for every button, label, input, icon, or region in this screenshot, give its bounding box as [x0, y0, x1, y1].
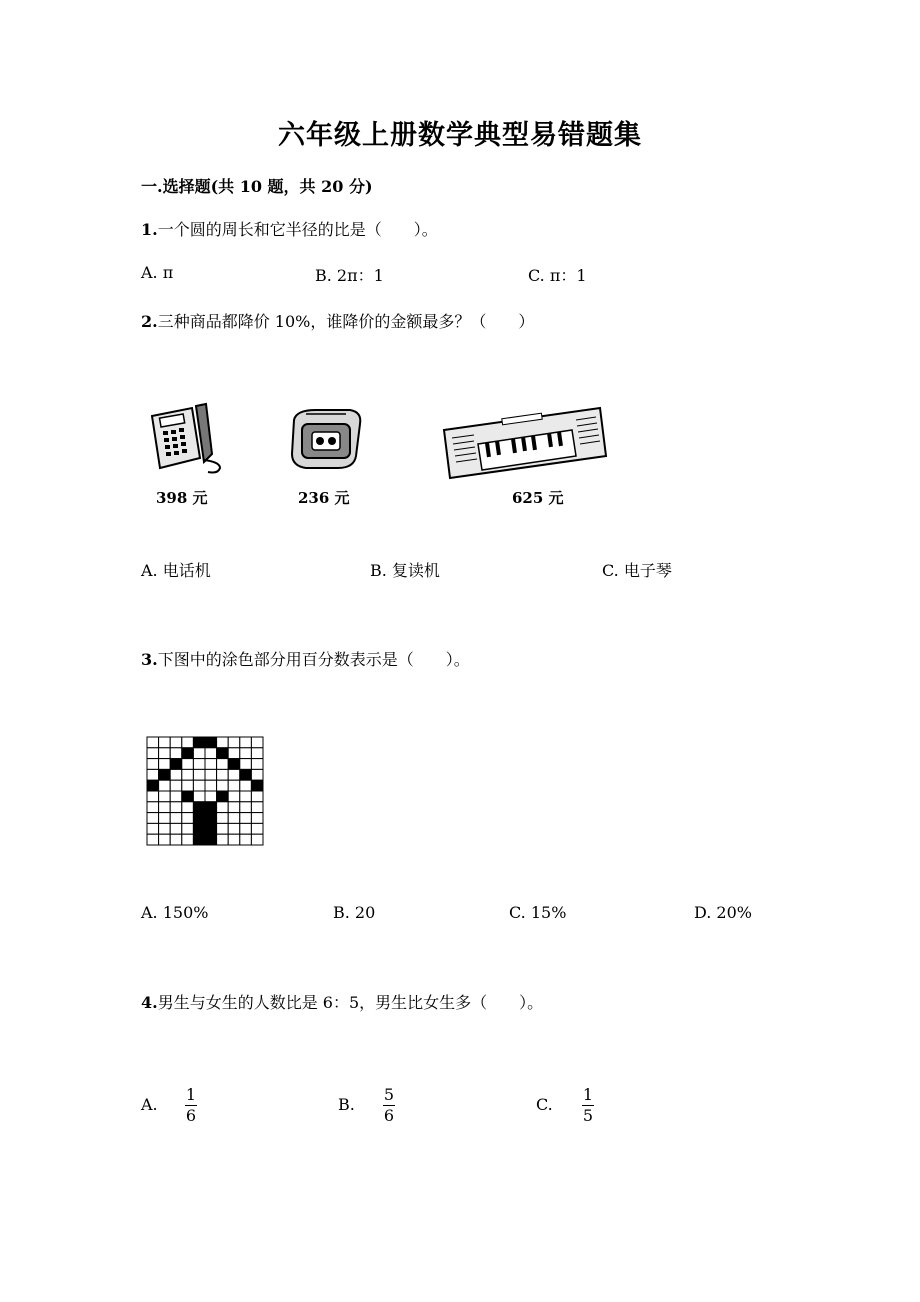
- grid-cell-shaded: [193, 813, 205, 824]
- keyboard-price: 625 元: [512, 489, 564, 507]
- grid-cell-shaded: [193, 737, 205, 748]
- question-4-option-a-label[interactable]: A.: [141, 1095, 158, 1114]
- grid-cell: [251, 791, 263, 802]
- question-3-option-b[interactable]: B. 20: [333, 903, 376, 922]
- grid-cell: [182, 813, 194, 824]
- question-4-text: 男生与女生的人数比是 6：5，男生比女生多（ ）。: [157, 993, 544, 1012]
- grid-cell: [159, 748, 171, 759]
- grid-cell: [228, 748, 240, 759]
- grid-cell: [193, 748, 205, 759]
- grid-cell: [159, 791, 171, 802]
- grid-cell: [147, 823, 159, 834]
- grid-cell-shaded: [193, 802, 205, 813]
- grid-cell-shaded: [193, 823, 205, 834]
- grid-cell: [228, 813, 240, 824]
- grid-cell: [217, 823, 229, 834]
- fraction-denominator: 5: [582, 1106, 594, 1125]
- grid-cell: [159, 759, 171, 770]
- grid-cell: [147, 802, 159, 813]
- fraction-numerator: 1: [185, 1085, 197, 1104]
- question-2-option-b[interactable]: B. 复读机: [370, 561, 440, 580]
- question-4: [141, 990, 543, 1013]
- grid-cell-shaded: [251, 780, 263, 791]
- grid-cell: [228, 791, 240, 802]
- section-heading: 一.选择题(共 10 题，共 20 分): [141, 177, 373, 196]
- telephone-price: 398 元: [156, 489, 208, 507]
- grid-cell-shaded: [170, 759, 182, 770]
- grid-cell: [193, 791, 205, 802]
- grid-cell: [147, 834, 159, 845]
- grid-cell: [159, 823, 171, 834]
- grid-cell: [182, 737, 194, 748]
- grid-cell: [240, 780, 252, 791]
- grid-cell: [217, 737, 229, 748]
- grid-cell: [251, 834, 263, 845]
- grid-cell: [170, 737, 182, 748]
- grid-cell-shaded: [193, 834, 205, 845]
- question-2-option-a[interactable]: A. 电话机: [141, 561, 211, 580]
- question-4-option-a-fraction[interactable]: [185, 1085, 197, 1125]
- question-1: [141, 217, 438, 240]
- grid-cell: [251, 823, 263, 834]
- grid-cell: [182, 759, 194, 770]
- grid-cell: [170, 769, 182, 780]
- fraction-denominator: 6: [383, 1106, 395, 1125]
- grid-cell: [251, 769, 263, 780]
- fraction-numerator: 1: [582, 1085, 594, 1104]
- question-2-number: 2.: [141, 312, 158, 331]
- grid-cell: [240, 802, 252, 813]
- grid-cell: [240, 748, 252, 759]
- grid-cell: [240, 791, 252, 802]
- grid-cell: [240, 834, 252, 845]
- grid-cell: [205, 791, 217, 802]
- grid-cell: [240, 759, 252, 770]
- grid-cell: [159, 780, 171, 791]
- grid-cell: [228, 737, 240, 748]
- grid-cell: [182, 823, 194, 834]
- question-1-option-b[interactable]: B. 2π：1: [315, 266, 384, 285]
- question-3-option-d[interactable]: D. 20%: [694, 903, 752, 922]
- question-3-number: 3.: [141, 650, 158, 669]
- grid-cell-shaded: [240, 769, 252, 780]
- grid-cell: [217, 802, 229, 813]
- grid-cell: [147, 748, 159, 759]
- grid-cell: [159, 802, 171, 813]
- grid-cell: [217, 813, 229, 824]
- grid-cell: [251, 759, 263, 770]
- telephone-icon: [146, 402, 226, 476]
- grid-cell: [228, 802, 240, 813]
- grid-cell: [159, 813, 171, 824]
- grid-cell: [251, 802, 263, 813]
- grid-cell: [170, 802, 182, 813]
- grid-cell: [217, 780, 229, 791]
- question-3-text: 下图中的涂色部分用百分数表示是（ ）。: [157, 650, 470, 669]
- tape-recorder-icon: [286, 406, 366, 472]
- grid-cell: [228, 769, 240, 780]
- grid-cell: [182, 802, 194, 813]
- grid-cell: [228, 780, 240, 791]
- grid-cell: [182, 780, 194, 791]
- grid-cell-shaded: [182, 791, 194, 802]
- grid-cell-shaded: [217, 791, 229, 802]
- grid-cell-shaded: [182, 748, 194, 759]
- grid-cell: [147, 769, 159, 780]
- question-4-number: 4.: [141, 993, 158, 1012]
- fraction-numerator: 5: [383, 1085, 395, 1104]
- grid-cell-shaded: [147, 780, 159, 791]
- grid-cell: [240, 823, 252, 834]
- grid-cell: [251, 813, 263, 824]
- question-2-text: 三种商品都降价 10%，谁降价的金额最多？（ ）: [157, 312, 535, 331]
- grid-cell: [205, 759, 217, 770]
- grid-cell: [228, 834, 240, 845]
- question-3: [141, 647, 470, 670]
- question-1-number: 1.: [141, 220, 158, 239]
- grid-cell: [170, 834, 182, 845]
- grid-cell: [217, 834, 229, 845]
- grid-cell-shaded: [159, 769, 171, 780]
- question-1-text: 一个圆的周长和它半径的比是（ ）。: [157, 220, 438, 239]
- grid-cell: [170, 813, 182, 824]
- grid-cell: [217, 759, 229, 770]
- question-1-option-a[interactable]: A. π: [141, 263, 174, 282]
- question-2-option-c[interactable]: C. 电子琴: [602, 561, 672, 580]
- grid-cell: [147, 737, 159, 748]
- grid-cell: [193, 769, 205, 780]
- grid-cell: [193, 780, 205, 791]
- question-1-option-c[interactable]: C. π：1: [528, 266, 587, 285]
- shaded-grid-figure: [146, 736, 264, 846]
- question-4-option-b-label[interactable]: B.: [338, 1095, 355, 1114]
- grid-cell-shaded: [205, 813, 217, 824]
- grid-cell: [147, 759, 159, 770]
- grid-cell-shaded: [228, 759, 240, 770]
- grid-cell: [170, 791, 182, 802]
- keyboard-icon: [442, 406, 608, 480]
- tape-recorder-price: 236 元: [298, 489, 350, 507]
- fraction-denominator: 6: [185, 1106, 197, 1125]
- grid-cell: [217, 769, 229, 780]
- grid-cell-shaded: [205, 834, 217, 845]
- grid-cell: [147, 791, 159, 802]
- grid-cell: [182, 834, 194, 845]
- question-4-option-c-label[interactable]: C.: [536, 1095, 553, 1114]
- question-2: [141, 309, 534, 332]
- page-title: 六年级上册数学典型易错题集: [278, 120, 642, 151]
- grid-cell: [240, 813, 252, 824]
- grid-cell-shaded: [217, 748, 229, 759]
- grid-cell: [251, 737, 263, 748]
- grid-cell-shaded: [205, 737, 217, 748]
- grid-cell: [193, 759, 205, 770]
- question-3-option-a[interactable]: A. 150%: [141, 903, 209, 922]
- grid-cell: [159, 737, 171, 748]
- question-4-option-b-fraction[interactable]: [383, 1085, 395, 1125]
- grid-cell: [182, 769, 194, 780]
- grid-cell-shaded: [205, 802, 217, 813]
- question-4-option-c-fraction[interactable]: [582, 1085, 594, 1125]
- grid-cell: [170, 748, 182, 759]
- grid-cell: [205, 769, 217, 780]
- grid-cell: [251, 748, 263, 759]
- grid-cell-shaded: [205, 823, 217, 834]
- grid-cell: [205, 748, 217, 759]
- grid-cell: [240, 737, 252, 748]
- question-3-option-c[interactable]: C. 15%: [509, 903, 567, 922]
- grid-cell: [170, 823, 182, 834]
- grid-cell: [228, 823, 240, 834]
- grid-cell: [147, 813, 159, 824]
- grid-cell: [205, 780, 217, 791]
- grid-cell: [170, 780, 182, 791]
- grid-cell: [159, 834, 171, 845]
